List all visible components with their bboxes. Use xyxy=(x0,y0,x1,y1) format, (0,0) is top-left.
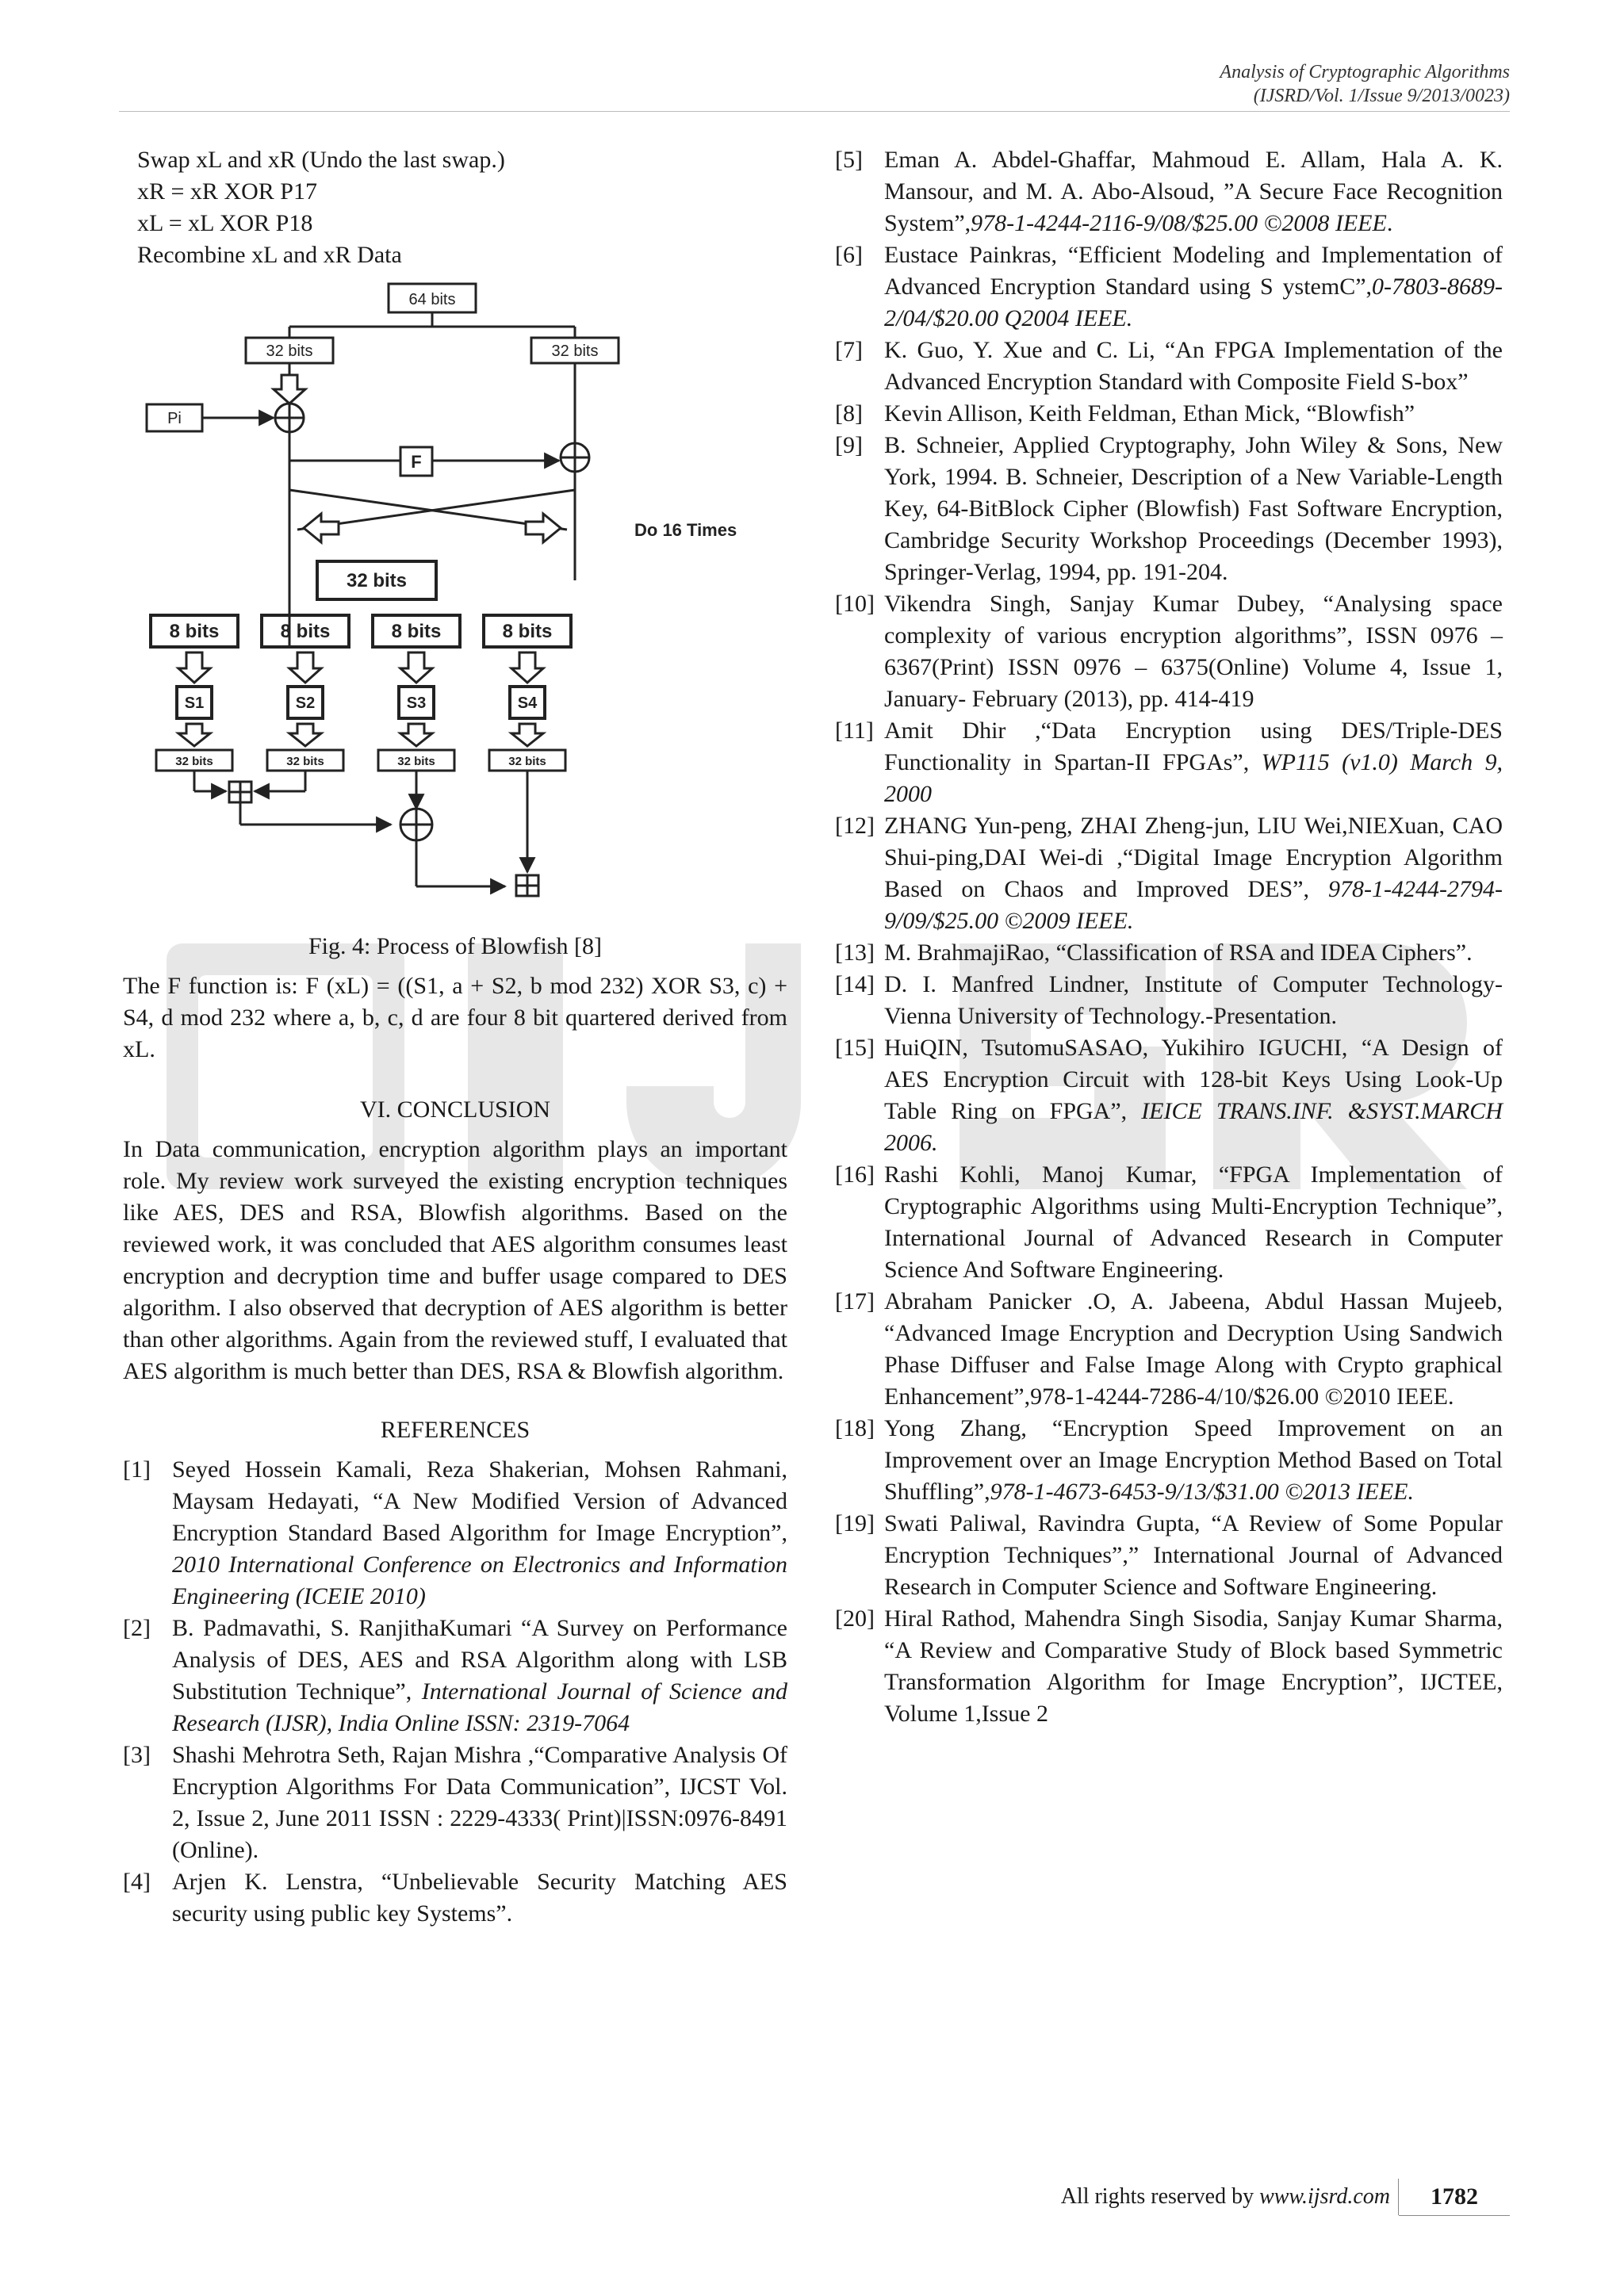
reference-text: Yong Zhang, “Encryption Speed Improvement on an Improvement over an Image Encryption Method Based on Total Shuffling”,978-1-4673-6453-9/13/$31.00 ©2013 IEEE. xyxy=(884,1415,1503,1505)
reference-item xyxy=(835,398,1503,430)
label-pi: Pi xyxy=(167,410,182,427)
reference-item xyxy=(835,1286,1503,1413)
running-header xyxy=(1220,60,1510,108)
reference-number: [6] xyxy=(835,242,863,268)
reference-number: [5] xyxy=(835,147,863,173)
reference-number: [16] xyxy=(835,1161,875,1188)
reference-number: [2] xyxy=(123,1615,151,1641)
reference-text: Rashi Kohli, Manoj Kumar, “FPGA Implementation of Cryptographic Algorithms using Multi-Encryption Technique”, International Journal of Advanced Research in Computer Science And Software Engineering. xyxy=(884,1161,1503,1283)
reference-text: Vikendra Singh, Sanjay Kumar Dubey, “Analysing space complexity of various encryption algorithms”, ISSN 0976 – 6367(Print) ISSN 0976 – 6375(Online) Volume 4, Issue 1, January- February (2013), pp. 414-419 xyxy=(884,591,1503,712)
sbox-label: S1 xyxy=(184,695,205,712)
reference-number: [8] xyxy=(835,400,863,427)
reference-number: [18] xyxy=(835,1415,875,1441)
left-column xyxy=(123,144,787,1930)
reference-item xyxy=(835,144,1503,239)
reference-number: [11] xyxy=(835,718,874,744)
sbox-label: S3 xyxy=(406,695,427,712)
label-64-bits: 64 bits xyxy=(408,291,456,308)
sbox-label: S2 xyxy=(295,695,316,712)
reference-text: B. Padmavathi, S. RanjithaKumari “A Survey on Performance Analysis of DES, AES and RSA Algorithm along with LSB Substitution Technique”, International Journal of Science and Research (IJSR), India Online ISSN: 2319-7064 xyxy=(172,1615,788,1736)
reference-text: Shashi Mehrotra Seth, Rajan Mishra ,“Comparative Analysis Of Encryption Algorithms For Data Communication”, IJCST Vol. 2, Issue 2, June 2011 ISSN : 2229-4333( Print)|ISSN:0976-8491 (Online). xyxy=(172,1742,787,1863)
reference-item xyxy=(835,335,1503,398)
reference-text: HuiQIN, TsutomuSASAO, Yukihiro IGUCHI, “A Design of AES Encryption Circuit with 128-bit Keys Using Look-Up Table Ring on FPGA”, IEICE TRANS.INF. &SYST.MARCH 2006. xyxy=(884,1035,1503,1156)
reference-text: ZHANG Yun-peng, ZHAI Zheng-jun, LIU Wei,NIEXuan, CAO Shui-ping,DAI Wei-di ,“Digital Image Encryption Algorithm Based on Chaos and Improved DES”, 978-1-4244-2794-9/09/$25.00 ©2009 IEEE. xyxy=(884,813,1503,934)
byte-label: 8 bits xyxy=(391,621,442,642)
label-32-bits-right: 32 bits xyxy=(551,342,599,360)
byte-label: 8 bits xyxy=(280,621,331,642)
sbox-output-label: 32 bits xyxy=(175,755,213,768)
reference-item xyxy=(835,1508,1503,1603)
sbox-label: S4 xyxy=(517,695,538,712)
reference-item xyxy=(835,969,1503,1032)
reference-number: [4] xyxy=(123,1869,151,1895)
reference-item xyxy=(835,1413,1503,1508)
reference-item xyxy=(835,430,1503,588)
reference-item xyxy=(835,588,1503,715)
algorithm-step: Swap xL and xR (Undo the last swap.) xyxy=(137,147,505,173)
sbox-output-label: 32 bits xyxy=(286,755,324,768)
reference-text: D. I. Manfred Lindner, Institute of Computer Technology-Vienna University of Technology.-Presentation. xyxy=(884,971,1503,1029)
reference-item xyxy=(835,239,1503,335)
blowfish-diagram xyxy=(139,276,773,926)
reference-item xyxy=(123,1739,787,1866)
byte-label: 8 bits xyxy=(502,621,553,642)
sbox-output-label: 32 bits xyxy=(397,755,435,768)
header-issue: (IJSRD/Vol. 1/Issue 9/2013/0023) xyxy=(1253,86,1510,106)
reference-text: Amit Dhir ,“Data Encryption using DES/Triple-DES Functionality in Spartan-II FPGAs”, WP115 (v1.0) March 9, 2000 xyxy=(884,718,1503,807)
page-number: 1782 xyxy=(1399,2179,1510,2216)
reference-item xyxy=(835,1159,1503,1286)
reference-number: [9] xyxy=(835,432,863,458)
footer-rights: All rights reserved by www.ijsrd.com xyxy=(1061,2179,1399,2215)
reference-text: Swati Paliwal, Ravindra Gupta, “A Review of Some Popular Encryption Techniques”,” International Journal of Advanced Research in Computer Science and Software Engineering. xyxy=(884,1510,1503,1600)
reference-number: [14] xyxy=(835,971,875,997)
page-footer xyxy=(1061,2179,1510,2215)
reference-item xyxy=(835,1032,1503,1159)
reference-number: [20] xyxy=(835,1605,875,1632)
reference-text: Abraham Panicker .O, A. Jabeena, Abdul Hassan Mujeeb, “Advanced Image Encryption and Decryption Using Sandwich Phase Diffuser and False Image Along with Crypto graphical Enhancement”,978-1-4244-7286-4/10/$26.00 ©2010 IEEE. xyxy=(884,1288,1503,1410)
reference-item xyxy=(123,1613,787,1739)
reference-number: [10] xyxy=(835,591,875,617)
reference-item xyxy=(835,937,1503,969)
conclusion-heading: VI. CONCLUSION xyxy=(360,1096,550,1123)
algorithm-step: Recombine xL and xR Data xyxy=(137,242,402,268)
reference-item xyxy=(123,1454,787,1613)
label-f: F xyxy=(411,452,422,472)
label-do-16-times: Do 16 Times xyxy=(634,520,737,540)
reference-text: Eustace Painkras, “Efficient Modeling and Implementation of Advanced Encryption Standard using S ystemC”,0-7803-8689-2/04/$20.00 Q2004 IEEE. xyxy=(884,242,1503,331)
reference-text: K. Guo, Y. Xue and C. Li, “An FPGA Implementation of the Advanced Encryption Standard with Composite Field S-box” xyxy=(884,337,1503,395)
f-function-paragraph: The F function is: F (xL) = ((S1, a + S2, b mod 232) XOR S3, c) + S4, d mod 232 where a, b, c, d are four 8 bit quartered derived from xL. xyxy=(123,973,787,1062)
algorithm-step: xL = xL XOR P18 xyxy=(137,210,313,236)
reference-text: Seyed Hossein Kamali, Reza Shakerian, Mohsen Rahmani, Maysam Hedayati, “A New Modified Version of Advanced Encryption Standard Based Algorithm for Image Encryption”, 2010 International Conference on Electronics and Information Engineering (ICEIE 2010) xyxy=(172,1456,787,1609)
header-title: Analysis of Cryptographic Algorithms xyxy=(1220,62,1510,82)
reference-item xyxy=(835,810,1503,937)
reference-number: [17] xyxy=(835,1288,875,1314)
reference-number: [15] xyxy=(835,1035,875,1061)
reference-item xyxy=(123,1866,787,1930)
reference-text: B. Schneier, Applied Cryptography, John Wiley & Sons, New York, 1994. B. Schneier, Description of a New Variable-Length Key, 64-BitBlock Cipher (Blowfish) Fast Software Encryption, Cambridge Security Workshop Proceedings (December 1993), Springer-Verlag, 1994, pp. 191-204. xyxy=(884,432,1503,585)
reference-text: Eman A. Abdel-Ghaffar, Mahmoud E. Allam, Hala A. K. Mansour, and M. A. Abo-Alsoud, ”A Secure Face Recognition System”,978-1-4244-2116-9/08/$25.00 ©2008 IEEE. xyxy=(884,147,1503,236)
reference-number: [7] xyxy=(835,337,863,363)
reference-text: M. BrahmajiRao, “Classification of RSA and IDEA Ciphers”. xyxy=(884,939,1473,966)
conclusion-paragraph: In Data communication, encryption algorithm plays an important role. My review work surveyed the existing encryption techniques like AES, DES and RSA, Blowfish algorithms. Based on the reviewed work, it was concluded that AES algorithm consumes least encryption and decryption time and buffer usage compared to DES algorithm. I also observed that decryption of AES algorithm is better than other algorithms. Again from the reviewed stuff, I evaluated that AES algorithm is much better than DES, RSA & Blowfish algorithm. xyxy=(123,1136,787,1384)
header-rule xyxy=(119,111,1510,112)
byte-label: 8 bits xyxy=(169,621,220,642)
label-32-bits-left: 32 bits xyxy=(266,342,313,360)
references-heading: REFERENCES xyxy=(380,1417,530,1443)
reference-number: [12] xyxy=(835,813,875,839)
sbox-output-label: 32 bits xyxy=(508,755,546,768)
reference-item xyxy=(835,715,1503,810)
reference-number: [19] xyxy=(835,1510,875,1536)
reference-text: Kevin Allison, Keith Feldman, Ethan Mick, “Blowfish” xyxy=(884,400,1415,427)
footer-website-link[interactable]: www.ijsrd.com xyxy=(1259,2184,1390,2209)
reference-number: [1] xyxy=(123,1456,151,1483)
figure-caption: Fig. 4: Process of Blowfish [8] xyxy=(308,933,602,959)
reference-item xyxy=(835,1603,1503,1730)
reference-text: Hiral Rathod, Mahendra Singh Sisodia, Sanjay Kumar Sharma, “A Review and Comparative Study of Block based Symmetric Transformation Algorithm for Image Encryption”, IJCTEE, Volume 1,Issue 2 xyxy=(884,1605,1503,1727)
reference-text: Arjen K. Lenstra, “Unbelievable Security Matching AES security using public key Systems”. xyxy=(172,1869,787,1927)
reference-number: [13] xyxy=(835,939,875,966)
reference-number: [3] xyxy=(123,1742,151,1768)
right-column xyxy=(835,144,1503,1730)
label-32-bits-input: 32 bits xyxy=(346,570,408,591)
algorithm-step: xR = xR XOR P17 xyxy=(137,178,317,205)
